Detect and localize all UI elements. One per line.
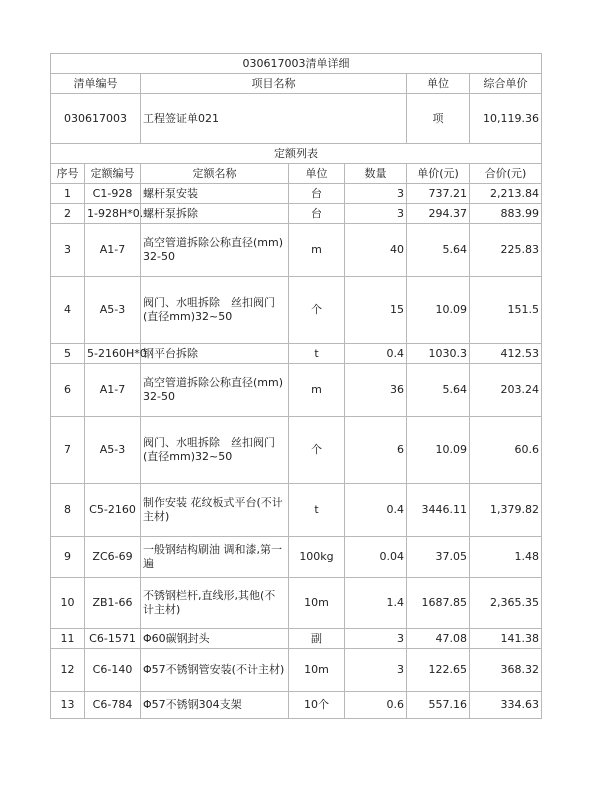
- quota-row: [51, 537, 542, 578]
- header-quota-name: 定额名称: [141, 164, 289, 184]
- row-seq: 7: [51, 417, 85, 484]
- row-price: 10.09: [407, 277, 470, 344]
- row-unit: 10m: [289, 649, 345, 692]
- quota-row: [51, 364, 542, 417]
- row-qty: 1.4: [345, 578, 407, 629]
- header-total: 合价(元): [470, 164, 542, 184]
- row-quota-code: A5-3: [85, 417, 141, 484]
- header-unit-price: 综合单价: [470, 74, 542, 94]
- header-quota-code: 定额编号: [85, 164, 141, 184]
- row-qty: 15: [345, 277, 407, 344]
- row-seq: 2: [51, 204, 85, 224]
- row-quota-code: A1-7: [85, 224, 141, 277]
- row-qty: 3: [345, 629, 407, 649]
- row-quota-code: ZB1-66: [85, 578, 141, 629]
- row-seq: 10: [51, 578, 85, 629]
- row-total: 60.6: [470, 417, 542, 484]
- row-seq: 5: [51, 344, 85, 364]
- row-price: 5.64: [407, 224, 470, 277]
- row-price: 1687.85: [407, 578, 470, 629]
- row-unit: m: [289, 224, 345, 277]
- row-quota-code: C6-1571: [85, 629, 141, 649]
- quota-row: [51, 204, 542, 224]
- row-quota-code: C6-784: [85, 692, 141, 719]
- row-price: 3446.11: [407, 484, 470, 537]
- row-price: 557.16: [407, 692, 470, 719]
- row-quota-name: 螺杆泵拆除: [141, 204, 289, 224]
- row-quota-name: Φ60碳钢封头: [141, 629, 289, 649]
- quota-row: [51, 484, 542, 537]
- row-quota-code: C6-140: [85, 649, 141, 692]
- row-total: 412.53: [470, 344, 542, 364]
- header-list-code: 清单编号: [51, 74, 141, 94]
- quota-title: 定额列表: [51, 144, 542, 164]
- row-qty: 0.4: [345, 484, 407, 537]
- row-quota-name: 一般钢结构刷油 调和漆,第一遍: [141, 537, 289, 578]
- row-quota-name: 高空管道拆除公称直径(mm)32-50: [141, 224, 289, 277]
- row-total: 1,379.82: [470, 484, 542, 537]
- row-total: 334.63: [470, 692, 542, 719]
- quota-row: [51, 578, 542, 629]
- row-seq: 3: [51, 224, 85, 277]
- row-qty: 0.6: [345, 692, 407, 719]
- row-price: 737.21: [407, 184, 470, 204]
- row-total: 2,213.84: [470, 184, 542, 204]
- row-quota-name: 制作安装 花纹板式平台(不计主材): [141, 484, 289, 537]
- row-qty: 36: [345, 364, 407, 417]
- row-price: 37.05: [407, 537, 470, 578]
- row-quota-code: ZC6-69: [85, 537, 141, 578]
- bill-detail-sheet: [50, 53, 541, 719]
- row-unit: 台: [289, 204, 345, 224]
- row-price: 1030.3: [407, 344, 470, 364]
- row-total: 1.48: [470, 537, 542, 578]
- row-qty: 3: [345, 649, 407, 692]
- list-item-name: 工程签证单021: [141, 94, 407, 144]
- row-unit: 台: [289, 184, 345, 204]
- row-total: 2,365.35: [470, 578, 542, 629]
- quota-row: [51, 184, 542, 204]
- header-unit: 单位: [407, 74, 470, 94]
- list-item-price: 10,119.36: [470, 94, 542, 144]
- row-total: 225.83: [470, 224, 542, 277]
- quota-row: [51, 649, 542, 692]
- row-unit: 个: [289, 417, 345, 484]
- header-qty: 数量: [345, 164, 407, 184]
- row-total: 203.24: [470, 364, 542, 417]
- bill-detail-table: [50, 53, 542, 719]
- list-item-row: [51, 94, 542, 144]
- row-seq: 8: [51, 484, 85, 537]
- header-price: 单价(元): [407, 164, 470, 184]
- quota-header-row: [51, 164, 542, 184]
- row-price: 122.65: [407, 649, 470, 692]
- row-price: 5.64: [407, 364, 470, 417]
- row-unit: t: [289, 484, 345, 537]
- list-title: 030617003清单详细: [51, 54, 542, 74]
- row-quota-name: 钢平台拆除: [141, 344, 289, 364]
- quota-title-row: [51, 144, 542, 164]
- row-seq: 13: [51, 692, 85, 719]
- row-quota-code: A5-3: [85, 277, 141, 344]
- row-seq: 1: [51, 184, 85, 204]
- row-unit: t: [289, 344, 345, 364]
- row-seq: 9: [51, 537, 85, 578]
- quota-row: [51, 417, 542, 484]
- row-qty: 3: [345, 204, 407, 224]
- row-quota-name: 不锈钢栏杆,直线形,其他(不计主材): [141, 578, 289, 629]
- row-unit: m: [289, 364, 345, 417]
- row-quota-code: 5-2160H*0: [85, 344, 141, 364]
- row-price: 10.09: [407, 417, 470, 484]
- row-qty: 0.4: [345, 344, 407, 364]
- row-price: 47.08: [407, 629, 470, 649]
- quota-row: [51, 277, 542, 344]
- row-qty: 6: [345, 417, 407, 484]
- list-item-code: 030617003: [51, 94, 141, 144]
- row-seq: 12: [51, 649, 85, 692]
- row-unit: 10个: [289, 692, 345, 719]
- row-quota-code: 1-928H*0.: [85, 204, 141, 224]
- quota-row: [51, 692, 542, 719]
- row-total: 151.5: [470, 277, 542, 344]
- header-item-name: 项目名称: [141, 74, 407, 94]
- row-qty: 40: [345, 224, 407, 277]
- row-price: 294.37: [407, 204, 470, 224]
- quota-row: [51, 224, 542, 277]
- row-unit: 100kg: [289, 537, 345, 578]
- header-quota-unit: 单位: [289, 164, 345, 184]
- row-quota-name: Φ57不锈钢304支架: [141, 692, 289, 719]
- row-seq: 6: [51, 364, 85, 417]
- row-total: 883.99: [470, 204, 542, 224]
- row-quota-code: C5-2160: [85, 484, 141, 537]
- row-qty: 0.04: [345, 537, 407, 578]
- row-quota-name: 高空管道拆除公称直径(mm)32-50: [141, 364, 289, 417]
- row-unit: 副: [289, 629, 345, 649]
- row-quota-name: 阀门、水咀拆除 丝扣阀门(直径mm)32~50: [141, 277, 289, 344]
- quota-row: [51, 629, 542, 649]
- row-quota-code: A1-7: [85, 364, 141, 417]
- row-total: 141.38: [470, 629, 542, 649]
- row-quota-name: 螺杆泵安装: [141, 184, 289, 204]
- row-unit: 10m: [289, 578, 345, 629]
- row-qty: 3: [345, 184, 407, 204]
- row-unit: 个: [289, 277, 345, 344]
- row-quota-name: 阀门、水咀拆除 丝扣阀门(直径mm)32~50: [141, 417, 289, 484]
- row-seq: 11: [51, 629, 85, 649]
- quota-row: [51, 344, 542, 364]
- row-quota-name: Φ57不锈钢管安装(不计主材): [141, 649, 289, 692]
- list-item-unit: 项: [407, 94, 470, 144]
- list-title-row: [51, 54, 542, 74]
- row-total: 368.32: [470, 649, 542, 692]
- list-header-row: [51, 74, 542, 94]
- row-seq: 4: [51, 277, 85, 344]
- header-seq: 序号: [51, 164, 85, 184]
- row-quota-code: C1-928: [85, 184, 141, 204]
